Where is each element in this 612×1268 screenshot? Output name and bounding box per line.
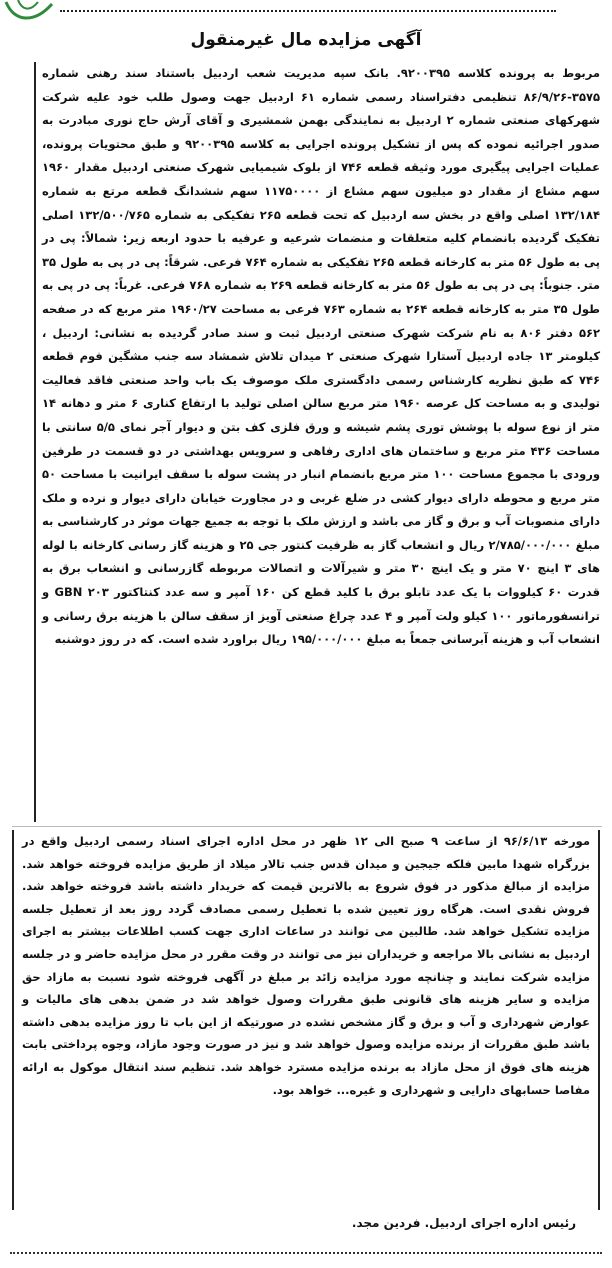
notice-paragraph-1: مربوط به پرونده کلاسه ۹۲۰۰۳۹۵. بانک سپه مدیریت شعب اردبیل باستناد سند رهنی شماره ۳۵۷۵-۸۶/۹/۲۶ تنظیمی دفتراسناد رسمی شماره ۶۱ اردبیل جهت وصول طلب خود علیه شرکت شهرکهای صنعتی شماره ۲ اردبیل به نمایندگی بهمن شمشیری و آقای آرش حاج نوری مبادرت به صدور اجرائیه نموده که پس از تشکیل پرونده اجرایی به کلاسه ۹۲۰۰۳۹۵ و طبق محتویات پرونده، عملیات اجرایی پیگیری مورد وثیقه قطعه ۷۴۶ از بلوک شیمیایی شهرک صنعتی اردبیل مقدار ۱۹۶۰ سهم مشاع از مقدار دو میلیون سهم مشاع از ۱۱۷۵۰۰۰۰ سهم ششدانگ قطعه مرتع به شماره ۱۳۲/۱۸۴ اصلی واقع در بخش سه اردبیل که تحت قطعه ۲۶۵ تفکیکی به شماره ۱۳۲/۵۰۰/۷۶۵ اصلی تفکیک گردیده بانضمام کلیه متعلقات و منضمات شرعیه و عرفیه با حدود اربعه زیر: شمالاً: پی در پی به طول ۵۶ متر به کارخانه قطعه ۲۶۵ تفکیکی به شماره ۷۶۴ فرعی. شرقاً: پی در پی به طول ۳۵ متر. جنوباً: پی در پی به طول ۵۶ متر به کارخانه قطعه ۲۶۹ به شماره ۷۶۸ فرعی. غرباً: پی در پی به طول ۳۵ متر به کارخانه قطعه ۲۶۴ به شماره ۷۶۳ فرعی به مساحت ۱۹۶۰/۲۷ متر مربع که در صفحه ۵۶۲ دفتر ۸۰۶ به نام شرکت شهرک صنعتی اردبیل ثبت و سند صادر گردیده به نشانی: اردبیل ، کیلومتر ۱۳ جاده اردبیل آستارا شهرک صنعتی ۲ میدان تلاش شمشاد سه جنب مشگین فوم قطعه ۷۴۶ که طبق نظریه کارشناس رسمی دادگستری ملک موصوف یک باب واحد صنعتی فاقد فعالیت تولیدی و به مساحت کل عرصه ۱۹۶۰ متر مربع سالن اصلی تولید با ارتفاع کناری ۶ متر و دهانه ۱۴ متر از نوع سوله با پوشش توری پشم شیشه و ورق فلزی کف بتن و دیوار آجر نمای ۵/۵ سانتی با مساحت ۴۳۶ متر مربع و ساختمان های اداری رفاهی و سرویس بهداشتی در دو قسمت در طرفین ورودی با مجموع مساحت ۱۰۰ متر مربع بانضمام انبار در پشت سوله با سقف ایرانیت با مساحت ۵۰ متر مربع و محوطه دارای دیوار کشی در ضلع غربی و در مجاورت خیابان دارای دیوار و نرده و ملک دارای منصوبات آب و برق و گاز می باشد و ارزش ملک با توجه به جمیع جهات موثر در کارشناسی به مبلغ ۲/۷۸۵/۰۰۰/۰۰۰ ریال و انشعاب گاز به ظرفیت کنتور جی ۲۵ و هزینه گاز رسانی کارخانه با لوله های ۳ اینچ ۷۰ متر و یک اینچ ۳۰ متر و شیرآلات و اتصالات مربوطه گازرسانی و انشعاب برق به قدرت ۶۰ کیلووات با یک عدد تابلو برق با کلید قطع کن ۱۶۰ آمپر و سه عدد کنتاکتور GBN ۲۰۳ و ترانسفورماتور ۱۰۰ کیلو ولت آمپر و ۴ عدد چراغ صنعتی آویز از سقف سالن با هزینه برق رسانی و انشعاب آب و هزینه آبرسانی جمعاً به مبلغ ۱۹۵/۰۰۰/۰۰۰ ریال براورد شده است. که در روز دوشنبه bbox=[42, 66, 601, 647]
notice-paragraph-2: مورخه ۹۶/۶/۱۳ از ساعت ۹ صبح الی ۱۲ ظهر در محل اداره اجرای اسناد رسمی اردبیل واقع در بزرگراه شهدا مابین فلکه جیجین و میدان قدس جنب تالار میلاد از طریق مزایده فروخته خواهد شد. مزایده از مبالغ مذکور در فوق شروع به بالاترین قیمت که خریدار داشته باشد فروخته خواهد شد. فروش نقدی است. هرگاه روز تعیین شده با تعطیل رسمی مصادف گردد روز بعد از تعطیل جلسه مزایده تشکیل خواهد شد. طالبین می توانند در ساعات اداری جهت کسب اطلاعات بیشتر به اجرای اردبیل به نشانی بالا مراجعه و خریداران نیز می توانند در وقت مقرر در محل مزایده حاضر و در جلسه مزایده شرکت نمایند و چنانچه مورد مزایده زائد بر مبلغ در آگهی فروخته شود نسبت به مازاد حق مزایده و سایر هزینه های قانونی طبق مقررات وصول خواهد شد در ضمن بدهی های مالیات و عوارض شهرداری و آب و برق و گاز مشخص نشده در صورتیکه از این باب تا روز مزایده بدهی داشته باشد طبق مقررات از برنده مزایده وصول خواهد شد و نیز در صورت وجود مازاد، وجوه پرداختی بابت هزینه های فوق از محل مازاد به برنده مزایده مسترد خواهد شد. تنظیم سند انتقال موکول به ارائه مفاصا حسابهای دارایی و شهرداری و غیره... خواهد بود. bbox=[22, 834, 591, 1097]
notice-signature: رئیس اداره اجرای اردبیل. فردین مجد. bbox=[351, 1216, 576, 1230]
corner-swirl-icon bbox=[0, 0, 60, 28]
notice-body-upper bbox=[34, 62, 600, 822]
top-dotted-rule bbox=[60, 10, 556, 12]
section-divider bbox=[12, 826, 602, 827]
notice-title: آگهی مزایده مال غیرمنقول bbox=[190, 30, 422, 50]
notice-body-lower bbox=[12, 830, 600, 1210]
corner-green-mark bbox=[0, 0, 60, 28]
bottom-dotted-rule bbox=[10, 1252, 602, 1254]
